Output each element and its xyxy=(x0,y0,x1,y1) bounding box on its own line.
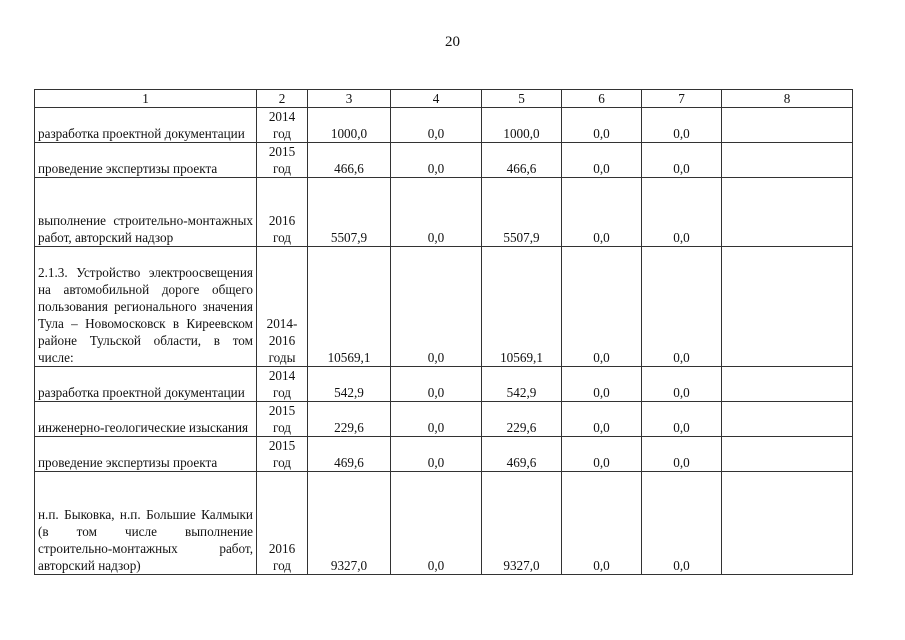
row-year-cell: 2015 год xyxy=(257,143,308,178)
row-value-col5: 229,6 xyxy=(482,402,562,437)
row-value-col4: 0,0 xyxy=(391,108,482,143)
row-year-cell: 2015 год xyxy=(257,402,308,437)
row-year-cell: 2015 год xyxy=(257,437,308,472)
column-header-4: 4 xyxy=(391,90,482,108)
table-row xyxy=(35,108,853,143)
row-year-cell: 2016 год xyxy=(257,472,308,575)
table-body xyxy=(35,108,853,575)
row-value-col6: 0,0 xyxy=(562,143,642,178)
row-value-col3: 542,9 xyxy=(308,367,391,402)
row-name-cell: разработка проектной документации xyxy=(35,108,257,143)
row-value-col4: 0,0 xyxy=(391,402,482,437)
row-value-col5: 542,9 xyxy=(482,367,562,402)
row-value-col7: 0,0 xyxy=(642,402,722,437)
row-value-col7: 0,0 xyxy=(642,437,722,472)
row-value-col6: 0,0 xyxy=(562,108,642,143)
row-value-col5: 9327,0 xyxy=(482,472,562,575)
row-value-col8 xyxy=(722,472,853,575)
column-header-5: 5 xyxy=(482,90,562,108)
row-name-cell: инженерно-геологические изыскания xyxy=(35,402,257,437)
row-value-col8 xyxy=(722,437,853,472)
row-value-col4: 0,0 xyxy=(391,178,482,247)
row-value-col5: 469,6 xyxy=(482,437,562,472)
table-header xyxy=(35,90,853,108)
row-year-cell: 2014 год xyxy=(257,367,308,402)
page-number: 20 xyxy=(445,34,460,50)
table-row xyxy=(35,437,853,472)
column-header-8: 8 xyxy=(722,90,853,108)
row-value-col3: 466,6 xyxy=(308,143,391,178)
row-year-cell: 2014 год xyxy=(257,108,308,143)
row-value-col8 xyxy=(722,108,853,143)
table-row xyxy=(35,367,853,402)
row-value-col6: 0,0 xyxy=(562,247,642,367)
row-value-col7: 0,0 xyxy=(642,472,722,575)
row-value-col7: 0,0 xyxy=(642,367,722,402)
budget-table xyxy=(34,89,853,575)
row-value-col6: 0,0 xyxy=(562,402,642,437)
row-value-col6: 0,0 xyxy=(562,367,642,402)
row-value-col7: 0,0 xyxy=(642,247,722,367)
row-value-col4: 0,0 xyxy=(391,437,482,472)
table-row xyxy=(35,247,853,367)
row-value-col4: 0,0 xyxy=(391,247,482,367)
row-name-cell: разработка проектной документации xyxy=(35,367,257,402)
row-value-col7: 0,0 xyxy=(642,108,722,143)
row-value-col7: 0,0 xyxy=(642,143,722,178)
row-value-col5: 1000,0 xyxy=(482,108,562,143)
row-value-col8 xyxy=(722,178,853,247)
row-value-col6: 0,0 xyxy=(562,472,642,575)
row-value-col6: 0,0 xyxy=(562,437,642,472)
row-name-cell: выполнение строительно-монтажных работ, авторский надзор xyxy=(35,178,257,247)
row-year-cell: 2016 год xyxy=(257,178,308,247)
row-value-col3: 5507,9 xyxy=(308,178,391,247)
table-row xyxy=(35,472,853,575)
row-name-cell: 2.1.3. Устройство электроосвещения на автомобильной дороге общего пользования регионального значения Тула – Новомосковск в Киреевском районе Тульской области, в том числе: xyxy=(35,247,257,367)
row-value-col4: 0,0 xyxy=(391,472,482,575)
row-name-cell: н.п. Быковка, н.п. Большие Калмыки (в том числе выполнение строительно-монтажных работ, авторский надзор) xyxy=(35,472,257,575)
row-value-col5: 466,6 xyxy=(482,143,562,178)
row-value-col7: 0,0 xyxy=(642,178,722,247)
row-value-col4: 0,0 xyxy=(391,367,482,402)
row-value-col3: 229,6 xyxy=(308,402,391,437)
row-value-col6: 0,0 xyxy=(562,178,642,247)
column-header-3: 3 xyxy=(308,90,391,108)
row-value-col8 xyxy=(722,143,853,178)
row-value-col5: 10569,1 xyxy=(482,247,562,367)
table-row xyxy=(35,143,853,178)
table-row xyxy=(35,402,853,437)
table-row xyxy=(35,178,853,247)
row-value-col4: 0,0 xyxy=(391,143,482,178)
row-value-col8 xyxy=(722,367,853,402)
row-value-col5: 5507,9 xyxy=(482,178,562,247)
row-name-cell: проведение экспертизы проекта xyxy=(35,143,257,178)
column-header-7: 7 xyxy=(642,90,722,108)
row-value-col3: 10569,1 xyxy=(308,247,391,367)
row-value-col3: 1000,0 xyxy=(308,108,391,143)
row-value-col3: 469,6 xyxy=(308,437,391,472)
row-year-cell: 2014-2016 годы xyxy=(257,247,308,367)
row-value-col3: 9327,0 xyxy=(308,472,391,575)
row-value-col8 xyxy=(722,402,853,437)
column-header-6: 6 xyxy=(562,90,642,108)
column-header-1: 1 xyxy=(35,90,257,108)
row-name-cell: проведение экспертизы проекта xyxy=(35,437,257,472)
row-value-col8 xyxy=(722,247,853,367)
column-header-2: 2 xyxy=(257,90,308,108)
